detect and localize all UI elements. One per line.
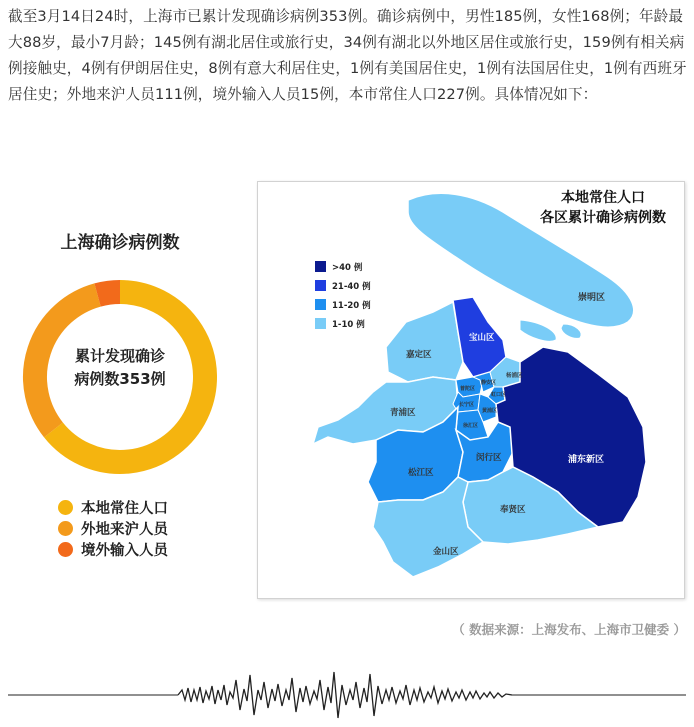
label-baoshan: 宝山区 — [469, 333, 495, 343]
label-qingpu: 青浦区 — [390, 408, 416, 418]
sound-wave-divider — [0, 660, 694, 720]
sound-wave-icon — [178, 672, 512, 718]
legend-item-nonlocal — [58, 518, 168, 539]
map-legend-item — [315, 257, 371, 276]
map-title-line2: 各区累计确诊病例数 — [540, 210, 666, 226]
legend-label: 本地常住人口 — [81, 501, 168, 517]
label-chongming: 崇明区 — [578, 293, 606, 303]
label-huangpu: 黄浦区 — [482, 408, 498, 414]
label-hongkou: 虹口区 — [491, 392, 507, 398]
map-legend-swatch — [315, 280, 326, 291]
legend-dot — [58, 542, 73, 557]
district-hengsha-island — [561, 324, 581, 338]
data-source-note: （ 数据来源：上海发布、上海市卫健委 ） — [452, 622, 686, 637]
intro-paragraph: 截至3月14日24时，上海市已累计发现确诊病例353例。确诊病例中，男性185例，女性168例；年龄最大88岁，最小7月龄；145例有湖北居住或旅行史，34例有湖北以外地区居住或旅行史，159例有相关病例接触史，4例有伊朗居住史，8例有意大利居住史，1例有美国居住史，1例有法国居住史，1例有西班牙居住史；外地来沪人员111例，境外输入人员15例，本市常住人口227例。具体情况如下： — [8, 8, 687, 103]
label-putuo: 普陀区 — [460, 386, 476, 392]
map-legend-label: 1-10 例 — [332, 319, 365, 330]
donut-segment-2 — [98, 292, 120, 295]
district-changxing-island — [520, 320, 556, 341]
legend-dot — [58, 500, 73, 515]
label-xuhui: 徐汇区 — [463, 423, 479, 429]
donut-chart-title: 上海确诊病例数 — [60, 233, 180, 253]
map-legend-item — [315, 276, 371, 295]
district-jiading — [386, 302, 463, 382]
map-title-line1: 本地常住人口 — [561, 190, 645, 206]
donut-center-line2: 病例数353例 — [74, 370, 166, 388]
map-legend-label: 21-40 例 — [332, 281, 371, 292]
legend-item-imported — [58, 539, 168, 560]
legend-label: 外地来沪人员 — [81, 522, 168, 538]
map-legend-item — [315, 314, 371, 333]
map-legend-label: >40 例 — [332, 262, 363, 273]
legend-label: 境外输入人员 — [81, 543, 168, 559]
map-legend-swatch — [315, 299, 326, 310]
label-minhang: 闵行区 — [476, 453, 502, 463]
label-songjiang: 松江区 — [408, 468, 434, 478]
donut-legend — [58, 497, 168, 560]
legend-item-local — [58, 497, 168, 518]
legend-dot — [58, 521, 73, 536]
label-fengxian: 奉贤区 — [500, 505, 526, 515]
map-title — [533, 188, 673, 228]
label-jingan: 静安区 — [481, 380, 497, 386]
map-legend — [315, 257, 371, 333]
shanghai-district-map — [258, 182, 684, 598]
label-changning: 长宁区 — [459, 402, 475, 408]
map-legend-label: 11-20 例 — [332, 300, 371, 311]
label-jiading: 嘉定区 — [406, 350, 432, 360]
donut-center-line1: 累计发现确诊 — [74, 347, 165, 365]
label-jinshan: 金山区 — [433, 547, 459, 557]
label-yangpu: 杨浦区 — [506, 373, 523, 379]
donut-center-text — [50, 345, 190, 391]
district-map-panel — [257, 181, 685, 599]
map-legend-swatch — [315, 261, 326, 272]
label-pudong: 浦东新区 — [568, 455, 605, 465]
map-legend-item — [315, 295, 371, 314]
map-legend-swatch — [315, 318, 326, 329]
